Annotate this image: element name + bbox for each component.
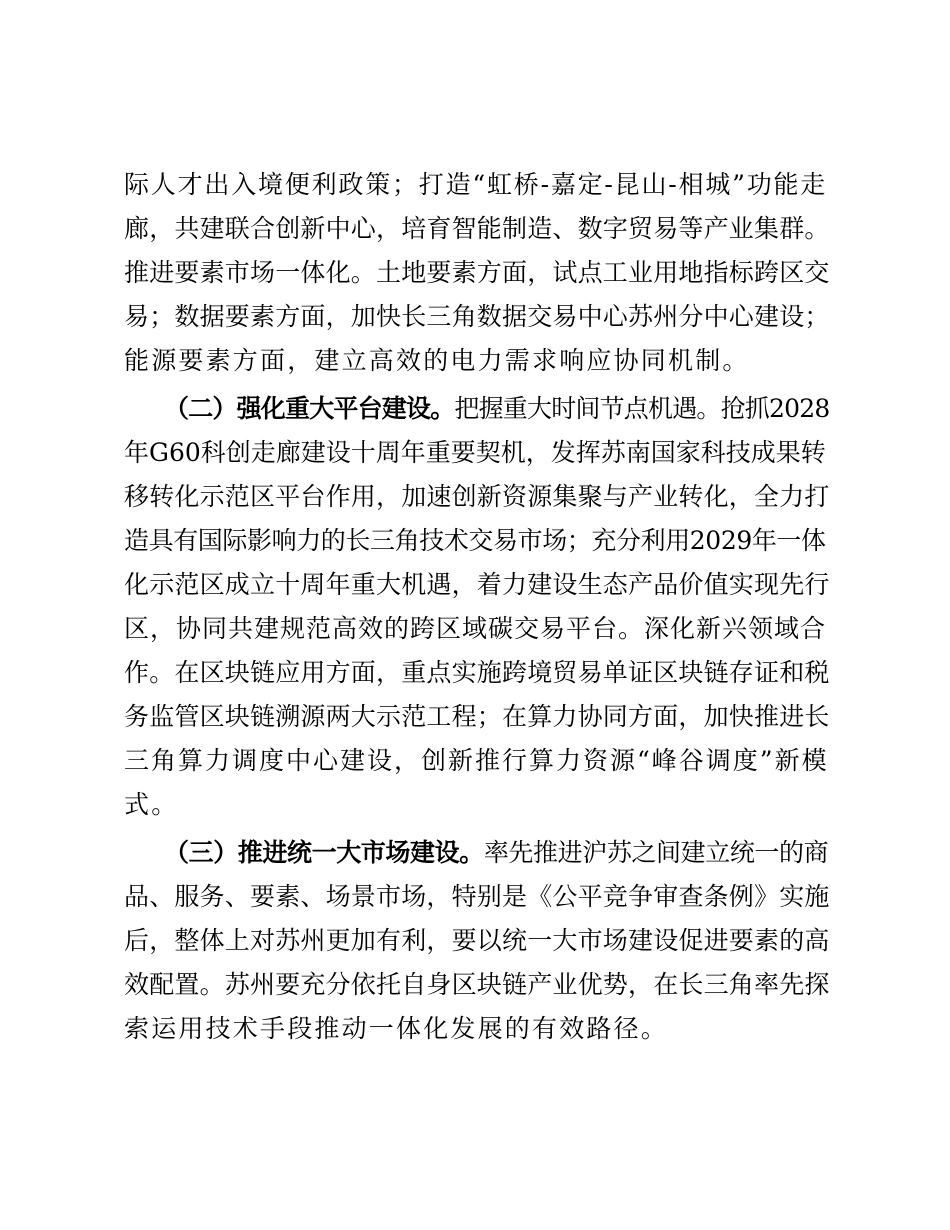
paragraph-line: 化示范区成立十周年重大机遇，着力建设生态产品价值实现先行 xyxy=(124,570,830,599)
paragraph-line: 廊，共建联合创新中心，培育智能制造、数字贸易等产业集群。 xyxy=(124,214,830,243)
section-heading: （三）推进统一大市场建设。 xyxy=(164,838,484,867)
section-heading-rest: 率先推进沪苏之间建立统一的商 xyxy=(483,838,829,867)
paragraph-line: 品、服务、要素、场景市场，特别是《公平竞争审查条例》实施 xyxy=(124,882,830,911)
section-heading-line xyxy=(164,394,829,424)
paragraph-line: 索运用技术手段推动一体化发展的有效路径。 xyxy=(124,1014,669,1043)
paragraph-line: 移转化示范区平台作用，加速创新资源集聚与产业转化，全力打 xyxy=(124,482,830,511)
paragraph-line: 际人才出入境便利政策；打造“虹桥-嘉定-昆山-相城”功能走 xyxy=(124,170,828,199)
paragraph-line: 易；数据要素方面，加快长三角数据交易中心苏州分中心建设； xyxy=(124,302,830,331)
paragraph-line: 三角算力调度中心建设，创新推行算力资源“峰谷调度”新模 xyxy=(124,746,829,775)
paragraph-line: 作。在区块链应用方面，重点实施跨境贸易单证区块链存证和税 xyxy=(124,658,830,687)
paragraph-line: 能源要素方面，建立高效的电力需求响应协同机制。 xyxy=(124,346,750,375)
paragraph-line: 区，协同共建规范高效的跨区域碳交易平台。深化新兴领域合 xyxy=(124,614,827,643)
section-heading: （二）强化重大平台建设。 xyxy=(164,394,455,423)
section-heading-rest: 把握重大时间节点机遇。抢抓2028 xyxy=(454,394,830,423)
paragraph-line: 年G60科创走廊建设十周年重要契机，发挥苏南国家科技成果转 xyxy=(124,438,826,467)
section-heading-line xyxy=(164,838,828,868)
paragraph-line: 效配置。苏州要充分依托自身区块链产业优势，在长三角率先探 xyxy=(124,970,830,999)
paragraph-line: 务监管区块链溯源两大示范工程；在算力协同方面，加快推进长 xyxy=(124,702,830,731)
paragraph-line: 造具有国际影响力的长三角技术交易市场；充分利用2029年一体 xyxy=(124,526,826,555)
paragraph-line: 推进要素市场一体化。土地要素方面，试点工业用地指标跨区交 xyxy=(124,258,830,287)
paragraph-line: 式。 xyxy=(124,790,179,819)
paragraph-line: 后，整体上对苏州更加有利，要以统一大市场建设促进要素的高 xyxy=(124,926,830,955)
